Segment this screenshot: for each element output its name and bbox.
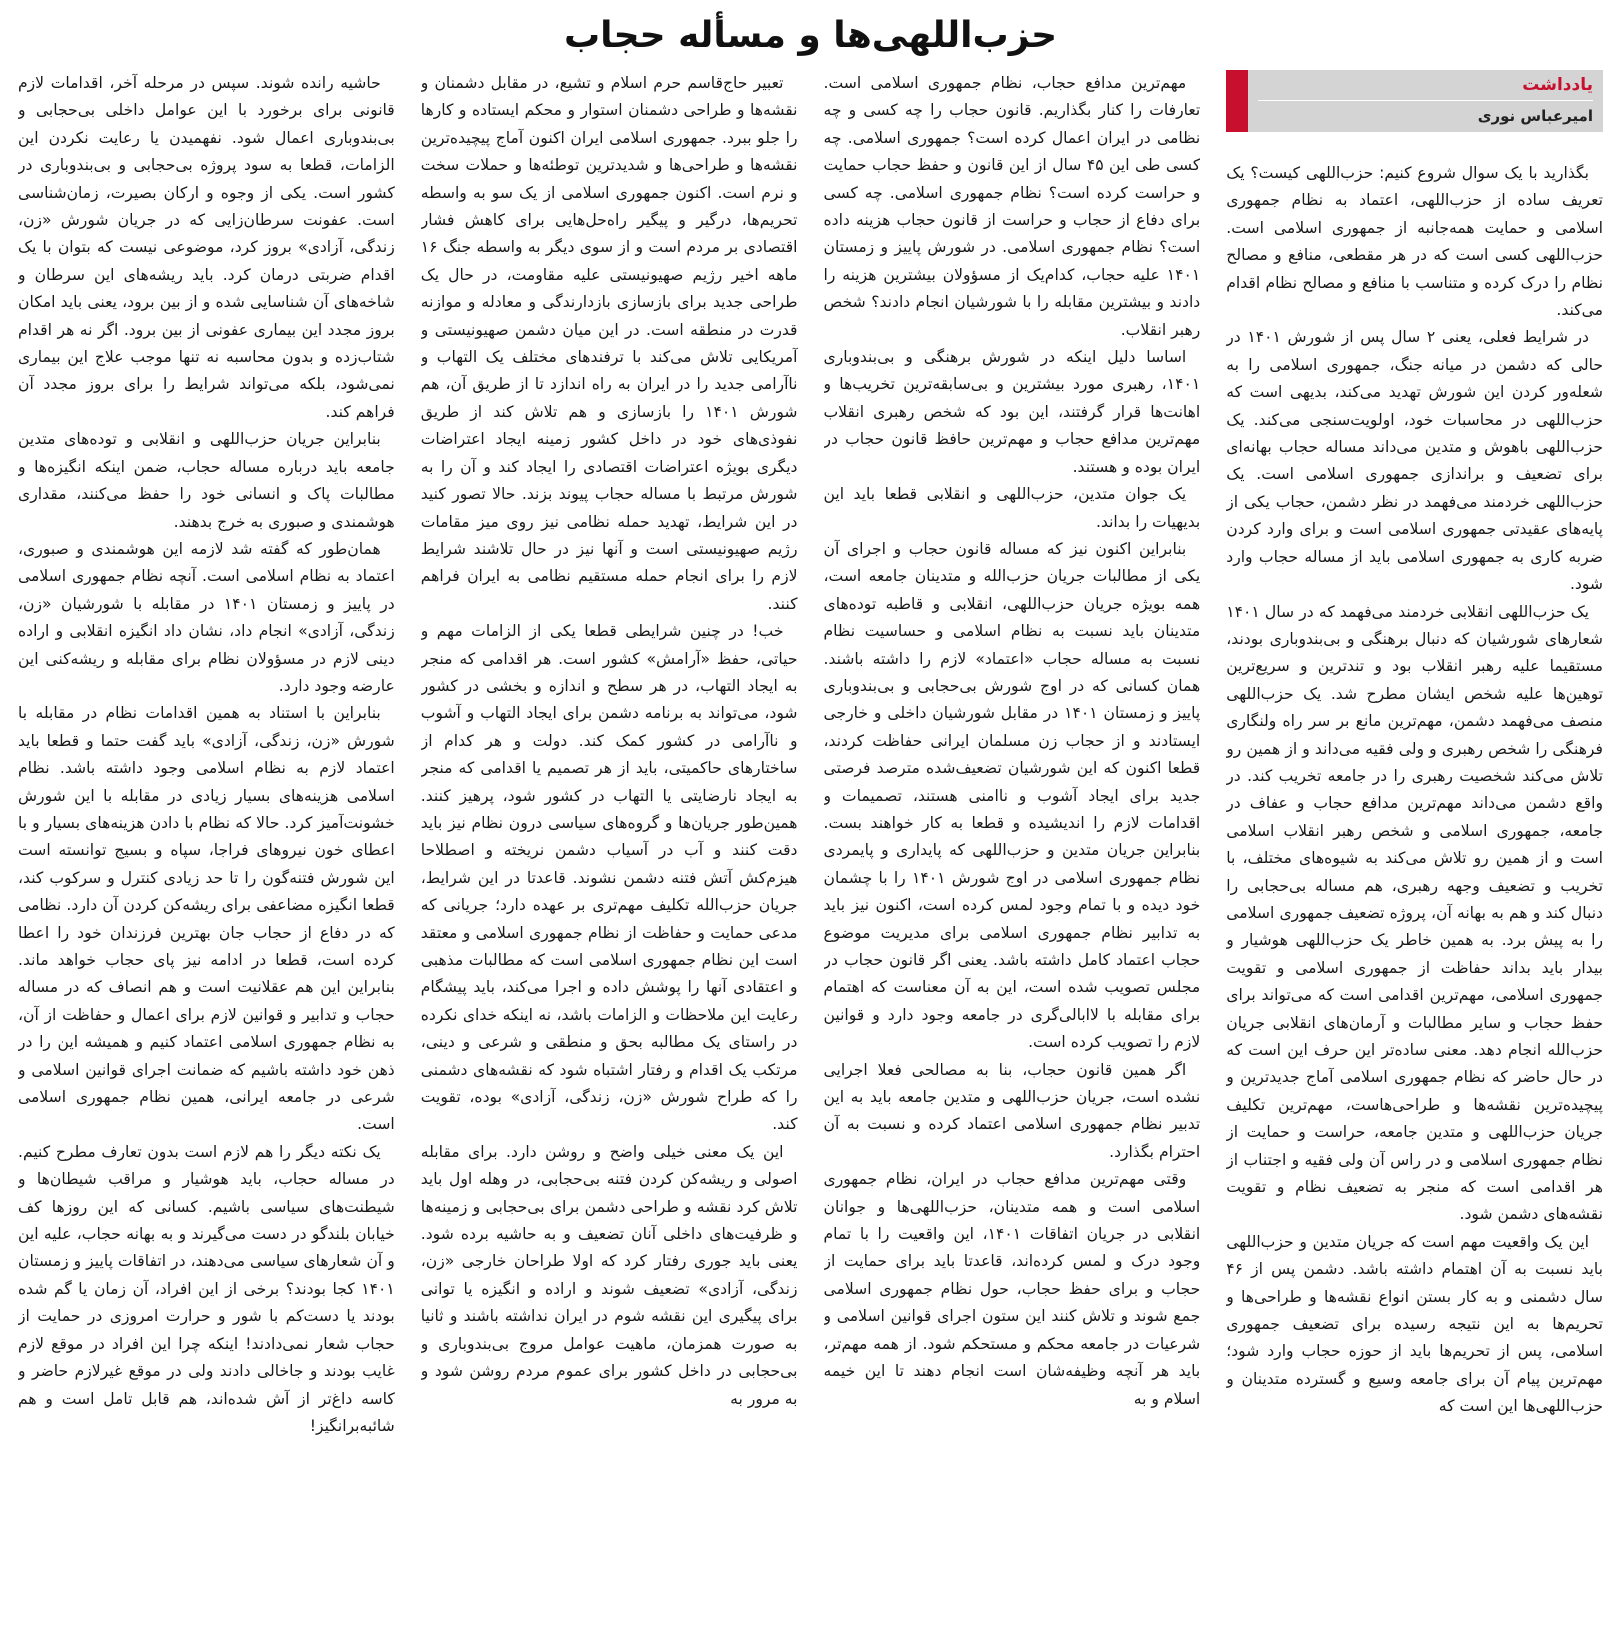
- paragraph: همان‌طور که گفته شد لازمه این هوشمندی و صبوری، اعتماد به نظام اسلامی است. آنچه نظام جمهوری اسلامی در پاییز و زمستان ۱۴۰۱ در مقابله با شورشیان «زن، زندگی، آزادی» انجام داد، نشان داد انگیزه انقلابی و اراده دینی لازم در مسؤولان نظام برای مقابله و ریشه‌کنی این عارضه وجود دارد.: [18, 539, 395, 695]
- paragraph: اگر همین قانون حجاب، بنا به مصالحی فعلا اجرایی نشده است، جریان حزب‌اللهی و متدین جامعه باید به این تدبیر نظام جمهوری اسلامی اعتماد کرده و نسبت به آن احترام بگذارد.: [823, 1060, 1201, 1161]
- article-column-4: [18, 70, 395, 1626]
- author-name: امیرعباس نوری: [1477, 107, 1593, 125]
- paragraph: یک جوان متدین، حزب‌اللهی و انقلابی قطعا باید این بدیهیات را بداند.: [823, 485, 1201, 531]
- paragraph: مهم‌ترین مدافع حجاب، نظام جمهوری اسلامی است. تعارفات را کنار بگذاریم. قانون حجاب را چه کسی و چه نظامی در ایران اعمال کرده است؟ جمهوری اسلامی. چه کسی طی این ۴۵ سال از این قانون و حفظ حجاب حمایت و حراست کرده است؟ نظام جمهوری اسلامی. چه کسی برای دفاع از حجاب و حراست از قانون حجاب هزینه داده است؟ نظام جمهوری اسلامی. در شورش پاییز و زمستان ۱۴۰۱ علیه حجاب، کدام‌یک از مسؤولان بیشترین هزینه را دادند و بیشترین مقابله را با شورشیان انجام دادند؟ شخص رهبر انقلاب.: [823, 74, 1201, 339]
- column-label-box: [1226, 70, 1603, 132]
- paragraph: خب! در چنین شرایطی قطعا یکی از الزامات مهم و حیاتی، حفظ «آرامش» کشور است. هر اقدامی که منجر به ایجاد التهاب، در هر سطح و اندازه و بخشی در کشور شود، می‌تواند به برنامه دشمن برای ایجاد التهاب و آشوب و ناآرامی در کشور کمک کند. دولت و هر کدام از ساختارهای حاکمیتی، باید از هر تصمیم یا اقدامی که منجر به ایجاد نارضایتی یا التهاب در کشور شود، پرهیز کنند. همین‌طور جریان‌ها و گروه‌های سیاسی درون نظام نیز باید دقت کنند و آب در آسیاب دشمن نریخته و اصطلاحا هیزم‌کش آتش فتنه دشمن نشوند. قاعدتا در این شرایط، جریان حزب‌الله تکلیف مهم‌تری بر عهده دارد؛ جریانی که مدعی حمایت و حفاظت از نظام جمهوری اسلامی و معتقد است این نظام جمهوری اسلامی است که مطالبات مذهبی و اعتقادی آنها را پوشش داده و اجرا می‌کند، باید پیشگام رعایت این ملاحظات و الزامات باشد، نه اینکه خدای نکرده در راستای یک مطالبه بحق و منطقی و شرعی و دینی، مرتکب یک اقدام و رفتار اشتباه شود که نقشه‌های دشمنی را که طراح شورش «زن، زندگی، آزادی» بوده، تقویت کند.: [420, 622, 798, 1134]
- paragraph: حاشیه رانده شوند. سپس در مرحله آخر، اقدامات لازم قانونی برای برخورد با این عوامل داخلی بی‌حجابی و بی‌بندوباری اعمال شود. نفهمیدن یا رعایت نکردن این الزامات، قطعا به سود پروژه بی‌حجابی و بی‌بندوباری در کشور است. یکی از وجوه و ارکان بصیرت، زمان‌شناسی است. عفونت سرطان‌زایی که در جریان شورش «زن، زندگی، آزادی» بروز کرد، موضوعی نیست که بتوان با یک اقدام ضربتی درمان کرد. باید ریشه‌های این سرطان و شاخه‌های آن شناسایی شده و از بین برود، یعنی باید امکان بروز مجدد این بیماری عفونی از بین برود. اگر نه هر اقدام شتاب‌زده و بدون محاسبه نه تنها موجب علاج این بیماری نمی‌شود، بلکه می‌تواند شرایط را برای بروز مجدد آن فراهم کند.: [18, 74, 395, 421]
- paragraph: بنابراین اکنون نیز که مساله قانون حجاب و اجرای آن یکی از مطالبات جریان حزب‌الله و متدینان جامعه است، همه بویژه جریان حزب‌اللهی، انقلابی و قاطبه توده‌های متدینان باید نسبت به نظام اسلامی و حساسیت نظام نسبت به مساله حجاب «اعتماد» لازم را داشته باشند. همان کسانی که در اوج شورش بی‌حجابی و بی‌بندوباری پاییز و زمستان ۱۴۰۱ در مقابل شورشیان داخلی و خارجی ایستادند و از حجاب زن مسلمان ایرانی حفاظت کردند، قطعا اکنون که این شورشیان تضعیف‌شده مترصد فرصتی جدید برای ایجاد آشوب و ناامنی هستند، تصمیمات و اقدامات لازم را اندیشیده و قطعا به کار خواهند بست. بنابراین جریان متدین و حزب‌اللهی که پایداری و پایمردی نظام جمهوری اسلامی در اوج شورش ۱۴۰۱ را با چشمان خود دیده و با تمام وجود لمس کرده است، اکنون نیز باید به تدابیر نظام جمهوری اسلامی برای مدیریت موضوع حجاب اعتماد کامل داشته باشد. یعنی اگر قانون حجاب در مجلس تصویب شده است، این به آن معناست که اهتمام برای مقابله با لاابالی‌گری در جامعه وجود دارد و قوانین لازم را تصویب کرده است.: [823, 539, 1201, 1052]
- article-column-2: [824, 70, 1201, 1626]
- paragraph: این یک معنی خیلی واضح و روشن دارد. برای مقابله اصولی و ریشه‌کن کردن فتنه بی‌حجابی، در وهله اول باید تلاش کرد نقشه و طراحی دشمن برای بی‌حجابی و زمینه‌ها و ظرفیت‌های داخلی آنان تضعیف و به حاشیه برده شود. یعنی باید جوری رفتار کرد که اولا طراحان خارجی «زن، زندگی، آزادی» تضعیف شوند و اراده و انگیزه یا توانی برای پیگیری این نقشه شوم در ایران نداشته باشند و ثانیا به صورت همزمان، ماهیت عوامل مروج بی‌بندوباری و بی‌حجابی در داخل کشور برای عموم مردم روشن شود و به مرور به: [420, 1142, 798, 1408]
- paragraph: بگذارید با یک سوال شروع کنیم: حزب‌اللهی کیست؟ یک تعریف ساده از حزب‌اللهی، اعتماد به نظام جمهوری اسلامی و حمایت همه‌جانبه از جمهوری اسلامی است. حزب‌اللهی کسی است که در هر مقطعی، منافع و مصالح نظام را درک کرده و متناسب با منافع و مصالح نظام اقدام می‌کند.: [1226, 164, 1603, 320]
- article-columns: [18, 70, 1603, 1626]
- column-label-inner: [1248, 70, 1603, 132]
- article-column-3: [421, 70, 798, 1626]
- label-divider: [1258, 100, 1593, 101]
- headline: حزب‌اللهی‌ها و مسأله حجاب: [563, 15, 1058, 56]
- paragraph: یک نکته دیگر را هم لازم است بدون تعارف مطرح کنیم. در مساله حجاب، باید هوشیار و مراقب شیطان‌ها و شیطنت‌های سیاسی باشیم. کسانی که این روزها کف خیابان بلندگو در دست می‌گیرند و به بهانه حجاب، علیه این و آن شعارهای سیاسی می‌دهند، در اتفاقات پاییز و زمستان ۱۴۰۱ کجا بودند؟ برخی از این افراد، آن زمان یا گم شده بودند یا دست‌کم با شور و حرارت امروزی در حمایت از حجاب شعار نمی‌دادند! اینکه چرا این افراد در موقع لازم غایب بودند و جاخالی دادند ولی در موقع غیرلازم حاضر و کاسه داغ‌تر از آش شده‌اند، هم قابل تامل است و هم شائبه‌برانگیز!: [18, 1142, 395, 1435]
- paragraph: این یک واقعیت مهم است که جریان متدین و حزب‌اللهی باید نسبت به آن اهتمام داشته باشد. دشمن پس از ۴۶ سال دشمنی و به کار بستن انواع نقشه‌ها و طراحی‌ها و تحریم‌ها به این نتیجه رسیده برای تضعیف جمهوری اسلامی، پس از تحریم‌ها باید از حوزه حجاب وارد شود؛ مهم‌ترین پیام آن برای جامعه وسیع و گسترده متدینان و حزب‌اللهی‌ها این است که: [1226, 1232, 1603, 1416]
- paragraph: در شرایط فعلی، یعنی ۲ سال پس از شورش ۱۴۰۱ در حالی که دشمن در میانه جنگ، جمهوری اسلامی را به شعله‌ور کردن این شورش تهدید می‌کند، بدیهی است که حزب‌اللهی در محاسبات خود، اولویت‌سنجی می‌کند. یک حزب‌اللهی باهوش و متدین می‌داند مساله حجاب بهانه‌ای برای تضعیف و براندازی جمهوری اسلامی است. یک حزب‌اللهی خردمند می‌فهمد در نظر دشمن، حجاب یکی از پایه‌های عقیدتی جمهوری اسلامی است و برای وارد کردن ضربه کاری به جمهوری اسلامی باید از مساله حجاب وارد شود.: [1226, 328, 1603, 594]
- column-label: یادداشت: [1522, 75, 1593, 95]
- paragraph: یک حزب‌اللهی انقلابی خردمند می‌فهمد که در سال ۱۴۰۱ شعارهای شورشیان که دنبال برهنگی و بی‌بندوباری بودند، مستقیما علیه رهبر انقلاب بود و تندترین و سریع‌ترین توهین‌ها علیه شخص ایشان مطرح شد. یک حزب‌اللهی منصف می‌فهمد دشمن، مهم‌ترین مانع بر سر راه ولنگاری فرهنگی را شخص رهبری و ولی فقیه می‌داند و از همین رو تلاش می‌کند شخصیت رهبری را در جامعه تخریب کند. در واقع دشمن می‌داند مهم‌ترین مدافع حجاب و عفاف در جامعه، جمهوری اسلامی و شخص رهبر انقلاب اسلامی است و از همین رو تلاش می‌کند به شیوه‌های مختلف، با تخریب و تضعیف وجهه رهبری، هم مساله بی‌حجابی را دنبال کند و هم به بهانه آن، پروژه تضعیف جمهوری اسلامی را به پیش برد. به همین خاطر یک حزب‌اللهی هوشیار و بیدار باید بداند حفاظت از جمهوری اسلامی و تقویت جمهوری اسلامی، مهم‌ترین اقدامی است که می‌تواند برای حفظ حجاب و سایر مطالبات و آرمان‌های انقلابی جریان حزب‌الله انجام دهد. معنی ساده‌تر این حرف این است که در حال حاضر که نظام جمهوری اسلامی آماج جدیدترین و پیچیده‌ترین نقشه‌ها و طراحی‌هاست، مهم‌ترین تکلیف جریان حزب‌اللهی و متدین جامعه، حراست و حمایت از نظام جمهوری اسلامی و در راس آن ولی فقیه و اجتناب از هر اقدامی است که منجر به تضعیف نظام و تقویت نقشه‌های دشمن شود.: [1226, 602, 1603, 1224]
- red-accent-bar: [1226, 70, 1248, 132]
- paragraph: بنابراین با استناد به همین اقدامات نظام در مقابله با شورش «زن، زندگی، آزادی» باید گفت حتما و قطعا باید اعتماد لازم به نظام اسلامی وجود داشته باشد. نظام اسلامی هزینه‌های بسیار زیادی در مقابله با این شورش خشونت‌آمیز کرد. حالا که نظام با دادن هزینه‌های بسیار و با اعطای خون نیروهای فراجا، سپاه و بسیج توانسته است این شورش فتنه‌گون را تا حد زیادی کنترل و سرکوب کند، قطعا انگیزه مضاعفی برای ریشه‌کن کردن آن دارد. نظامی که در دفاع از حجاب جان بهترین فرزندان خود را اعطا کرده است، قطعا در ادامه نیز پای حجاب خواهد ماند. بنابراین این هم عقلانیت است و هم انصاف که در مساله حجاب و تدابیر و قوانین لازم برای اعمال و حفاظت از آن، به نظام جمهوری اسلامی اعتماد کنیم و همیشه این را در ذهن خود داشته باشیم که ضمانت اجرای قوانین اسلامی و شرعی در جامعه ایرانی، همین نظام جمهوری اسلامی است.: [18, 704, 395, 1134]
- paragraph: اساسا دلیل اینکه در شورش برهنگی و بی‌بندوباری ۱۴۰۱، رهبری مورد بیشترین و بی‌سابقه‌ترین تخریب‌ها و اهانت‌ها قرار گرفتند، این بود که شخص رهبری انقلاب مهم‌ترین مدافع حجاب و مهم‌ترین حافظ قانون حجاب در ایران بوده و هستند.: [823, 348, 1201, 476]
- paragraph: وقتی مهم‌ترین مدافع حجاب در ایران، نظام جمهوری اسلامی است و همه متدینان، حزب‌اللهی‌ها و جوانان انقلابی در جریان اتفاقات ۱۴۰۱، این واقعیت را با تمام وجود درک و لمس کرده‌اند، قاعدتا باید برای حمایت از حجاب و برای حفظ حجاب، حول نظام جمهوری اسلامی جمع شوند و تلاش کنند این ستون اجرای قوانین اسلامی و شرعیات در جامعه محکم و مستحکم شود. از همه مهم‌تر، باید هر آنچه وظیفه‌شان است انجام دهند تا این خیمه اسلام و به: [823, 1170, 1201, 1408]
- article-column-1: [1226, 70, 1603, 1626]
- paragraph: بنابراین جریان حزب‌اللهی و انقلابی و توده‌های متدین جامعه باید درباره مساله حجاب، ضمن اینکه انگیزه‌ها و مطالبات پاک و انسانی خود را حفظ می‌کنند، مقداری هوشمندی و صبوری به خرج بدهند.: [18, 430, 395, 531]
- paragraph: تعبیر حاج‌قاسم حرم اسلام و تشیع، در مقابل دشمنان و نقشه‌ها و طراحی دشمنان استوار و محکم ایستاده و کارها را جلو ببرد. جمهوری اسلامی ایران اکنون آماج پیچیده‌ترین نقشه‌ها و طراحی‌ها و شدیدترین توطئه‌ها و حملات سخت و نرم است. اکنون جمهوری اسلامی از یک سو به واسطه تحریم‌ها، درگیر و پیگیر راه‌حل‌هایی برای کاهش فشار اقتصادی بر مردم است و از سوی دیگر به واسطه جنگ ۱۶ ماهه اخیر رژیم صهیونیستی علیه مقاومت، در حال یک طراحی جدید برای بازسازی بازدارندگی و معادله و موازنه قدرت در منطقه است. در این میان دشمن صهیونیستی و آمریکایی تلاش می‌کند با ترفندهای مختلف یک التهاب و ناآرامی جدید را در ایران به راه اندازد تا از طریق آن، هم شورش ۱۴۰۱ را بازسازی و هم تلاش کند از طریق نفوذی‌های خود در داخل کشور زمینه ایجاد اعتراضات دیگری بویژه اعتراضات اقتصادی را ایجاد کند و آن را به شورش مرتبط با مساله حجاب پیوند بزند. حالا تصور کنید در این شرایط، تهدید حمله نظامی نیز روی میز مقامات رژیم صهیونیستی است و آنها نیز در حال تلاشند شرایط لازم را برای انجام حمله مستقیم نظامی به ایران فراهم کنند.: [420, 74, 798, 613]
